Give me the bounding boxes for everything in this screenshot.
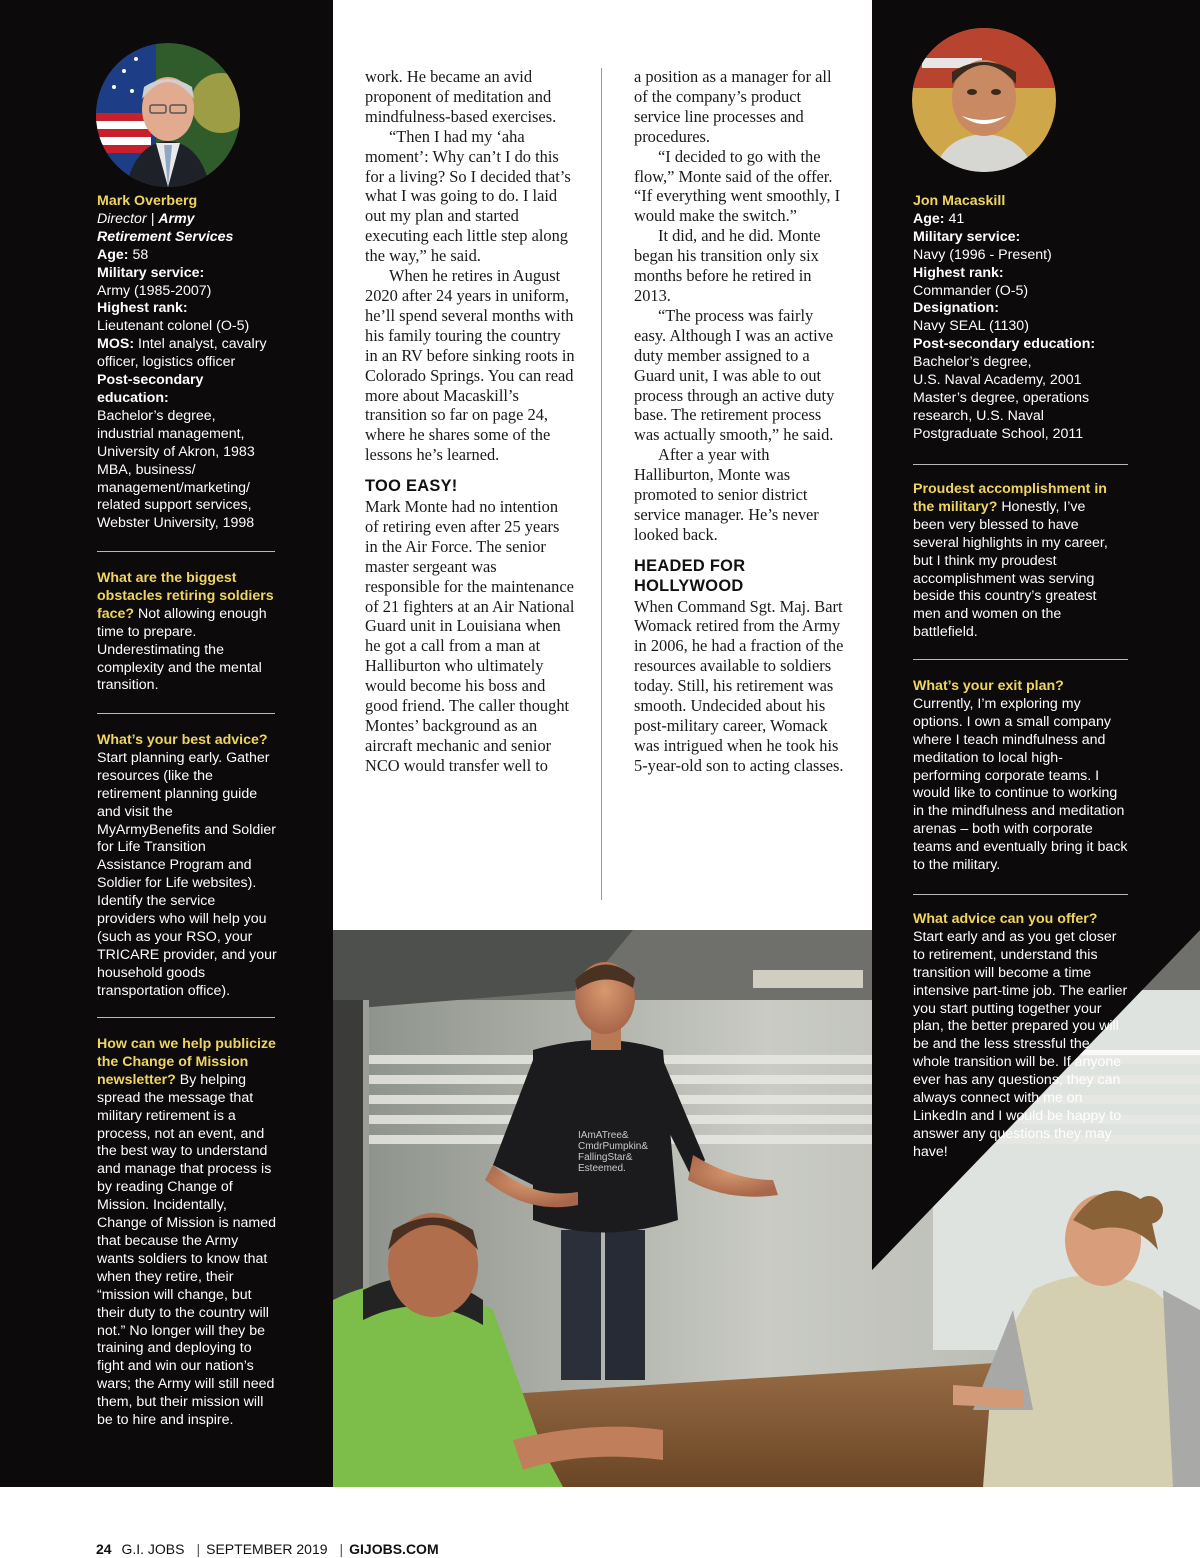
qa-proudest — [913, 481, 1118, 642]
mark-overberg-avatar — [96, 43, 240, 187]
service-value: Navy (1996 - Present) — [913, 246, 1052, 263]
mos-value: Intel analyst, cavalry officer, logistics officer — [97, 336, 267, 371]
rank-value: Lieutenant colonel (O-5) — [97, 318, 250, 335]
profile-name: Mark Overberg — [97, 193, 198, 209]
education-line: related support services, — [97, 497, 252, 514]
qa-obstacles — [97, 570, 277, 695]
section-heading: TOO EASY! — [365, 477, 458, 496]
divider — [97, 551, 275, 552]
shirt-line-2: CmdrPumpkin& — [578, 1141, 649, 1152]
paragraph: It did, and he did. Monte began his transition only six months before he retired in 2013. — [634, 226, 821, 305]
paragraph: When Command Sgt. Maj. Bart Womack retired from the Army in 2006, he had a fraction of the resources available to soldiers today. Still, his retirement was smooth. Undecided about his post-military career, Womack was intrigued when he took his 5-year-old son to acting classes. — [634, 596, 844, 775]
designation-label: Designation: — [913, 300, 999, 317]
answer-text: By helping spread the message that military retirement is a process, not an event, and the best way to understand and manage that process is by reading Change of Mission. Incidentally, Change of Mission is named that because the Army wants soldiers to know that when they retire, their “mission will change, but their duty to the country will not.” No longer will they be training and deploying to fight and win our nation’s wars; the Army will still need them, but their mission will be to hire and inspire. — [97, 1071, 277, 1429]
education-line: U.S. Naval Academy, 2001 — [913, 372, 1082, 389]
qa-best-advice — [97, 732, 277, 1001]
service-label: Military service: — [97, 264, 205, 281]
profile-name: Jon Macaskill — [913, 193, 1006, 209]
paragraph: “The process was fairly easy. Although I was an active duty member assigned to a Guard unit, I was able to out process through an active duty base. The retirement process was actually smooth,” he said. — [634, 305, 835, 445]
website-link[interactable]: GIJOBS.COM — [349, 1541, 439, 1557]
education-line: Webster University, 1998 — [97, 515, 255, 532]
divider — [913, 659, 1128, 660]
divider — [97, 713, 275, 714]
page-footer — [96, 1541, 445, 1557]
age-label: Age: — [97, 246, 129, 263]
question-text: What’s your best advice? — [97, 732, 268, 748]
service-label: Military service: — [913, 228, 1021, 245]
rank-label: Highest rank: — [97, 300, 188, 317]
education-label: Post-secondary education: — [97, 372, 204, 406]
age-value: 41 — [948, 210, 965, 227]
question-text: What are the biggest obstacles retiring soldiers face? — [97, 570, 274, 622]
education-line: management/marketing/ — [97, 479, 250, 496]
heading-line: HEADED FOR — [634, 556, 746, 575]
rank-label: Highest rank: — [913, 264, 1004, 281]
divider — [913, 894, 1128, 895]
footer-separator: | — [339, 1541, 344, 1557]
paragraph: When he retires in August 2020 after 24 years in uniform, he’ll spend several months with his family touring the country in an RV before sinking roots in Colorado Springs. You can read more about Macaskill’s transition so far on page 24, where he shares some of the lessons he’s learned. — [365, 266, 575, 465]
paragraph: work. He became an avid proponent of meditation and mindfulness-based exercises. — [365, 67, 557, 126]
education-line: Bachelor’s degree, — [913, 354, 1032, 371]
answer-text: Start early and as you get closer to retirement, understand this transition will become a time intensive part-time job. The earlier you start putting together your plan, the better prepared you will be and the less stressful the whole transition will be. If anyone ever has any questions, they can always connect with me on LinkedIn and I would be happy to answer any questions they may have! — [913, 928, 1128, 1160]
answer-text: Honestly, I’ve been very blessed to have several highlights in my career, but I think my proudest accomplishment was serving beside this country’s greatest men and women on the battlefield. — [913, 498, 1108, 641]
shirt-line-1: IAmATree& — [578, 1130, 629, 1141]
column-divider — [601, 68, 602, 900]
paragraph: After a year with Halliburton, Monte was promoted to senior district service manager. He’s never looked back. — [634, 445, 819, 544]
question-text: How can we help publicize the Change of Mission newsletter? — [97, 1036, 276, 1088]
qa-publicize — [97, 1036, 277, 1430]
education-line: Postgraduate School, 2011 — [913, 425, 1084, 442]
article-column-2 — [634, 67, 846, 776]
education-line: University of Akron, 1983 — [97, 443, 255, 460]
shirt-line-3: FallingStar& — [578, 1152, 633, 1163]
jon-macaskill-avatar — [912, 28, 1056, 172]
footer-separator: | — [196, 1541, 201, 1557]
education-line: research, U.S. Naval — [913, 407, 1044, 424]
page-number: 24 — [96, 1541, 112, 1557]
section-heading — [634, 557, 846, 597]
qa-exit-plan — [913, 678, 1128, 875]
education-line: Master’s degree, operations — [913, 389, 1090, 406]
mos-label: MOS: — [97, 336, 135, 353]
question-text: Proudest accomplishment in the military? — [913, 481, 1107, 515]
mark-overberg-profile — [97, 193, 279, 533]
designation-value: Navy SEAL (1130) — [913, 318, 1029, 335]
answer-text: Start planning early. Gather resources (like the retirement planning guide and visit the MyArmyBenefits and Soldier for Life Transition Assistance Program and Soldier for Life websites). Identify the service providers who will help you (such as your RSO, your TRICARE provider, and your household goods transportation office). — [97, 749, 277, 999]
divider — [913, 464, 1128, 465]
answer-text: Not allowing enough time to prepare. Underestimating the complexity and the mental transition. — [97, 605, 267, 694]
issue-date: SEPTEMBER 2019 — [206, 1541, 328, 1557]
jon-macaskill-profile — [913, 193, 1128, 444]
rank-value: Commander (O-5) — [913, 282, 1029, 299]
education-line: industrial management, — [97, 425, 245, 442]
paragraph: Mark Monte had no intention of retiring even after 25 years in the Air Force. The senior master sergeant was responsible for the maintenance of 21 fighters at an Air National Guard unit in Louisiana when he got a call from a man at Halliburton who ultimately would become his boss and good friend. The caller thought Montes’ background as an aircraft mechanic and senior NCO would transfer well to — [365, 497, 575, 775]
heading-line: HOLLYWOOD — [634, 576, 744, 595]
education-label: Post-secondary education: — [913, 336, 1096, 353]
paragraph: “I decided to go with the flow,” Monte said of the offer. “If everything went smoothly, I would make the switch.” — [634, 146, 841, 226]
profile-title-part: Director | — [97, 210, 155, 227]
answer-text: Currently, I’m exploring my options. I own a small company where I teach mindfulness and meditation to local high-performing corporate teams. I would like to continue to working in the mindfulness and meditation arenas – both with corporate teams and eventually bring it back to the military. — [913, 695, 1128, 874]
profile-title-line2: Retirement Services — [97, 228, 234, 245]
publication-name: G.I. JOBS — [121, 1541, 185, 1557]
paragraph: “Then I had my ‘aha moment’: Why can’t I do this for a living? So I decided that’s what I was going to do. I laid out my plan and started executing each little step along the way,” he said. — [365, 126, 571, 266]
article-column-1 — [365, 67, 575, 776]
age-value: 58 — [132, 246, 149, 263]
question-text: What advice can you offer? — [913, 911, 1098, 927]
qa-advice — [913, 911, 1128, 1162]
education-line: Bachelor’s degree, — [97, 407, 216, 424]
age-label: Age: — [913, 210, 945, 227]
education-line: MBA, business/ — [97, 461, 196, 478]
question-text: What’s your exit plan? — [913, 678, 1064, 694]
profile-title-org: Army — [158, 210, 195, 227]
service-value: Army (1985-2007) — [97, 282, 212, 299]
divider — [97, 1017, 275, 1018]
shirt-line-4: Esteemed. — [578, 1163, 626, 1174]
paragraph: a position as a manager for all of the company’s product service line processes and procedures. — [634, 67, 832, 146]
